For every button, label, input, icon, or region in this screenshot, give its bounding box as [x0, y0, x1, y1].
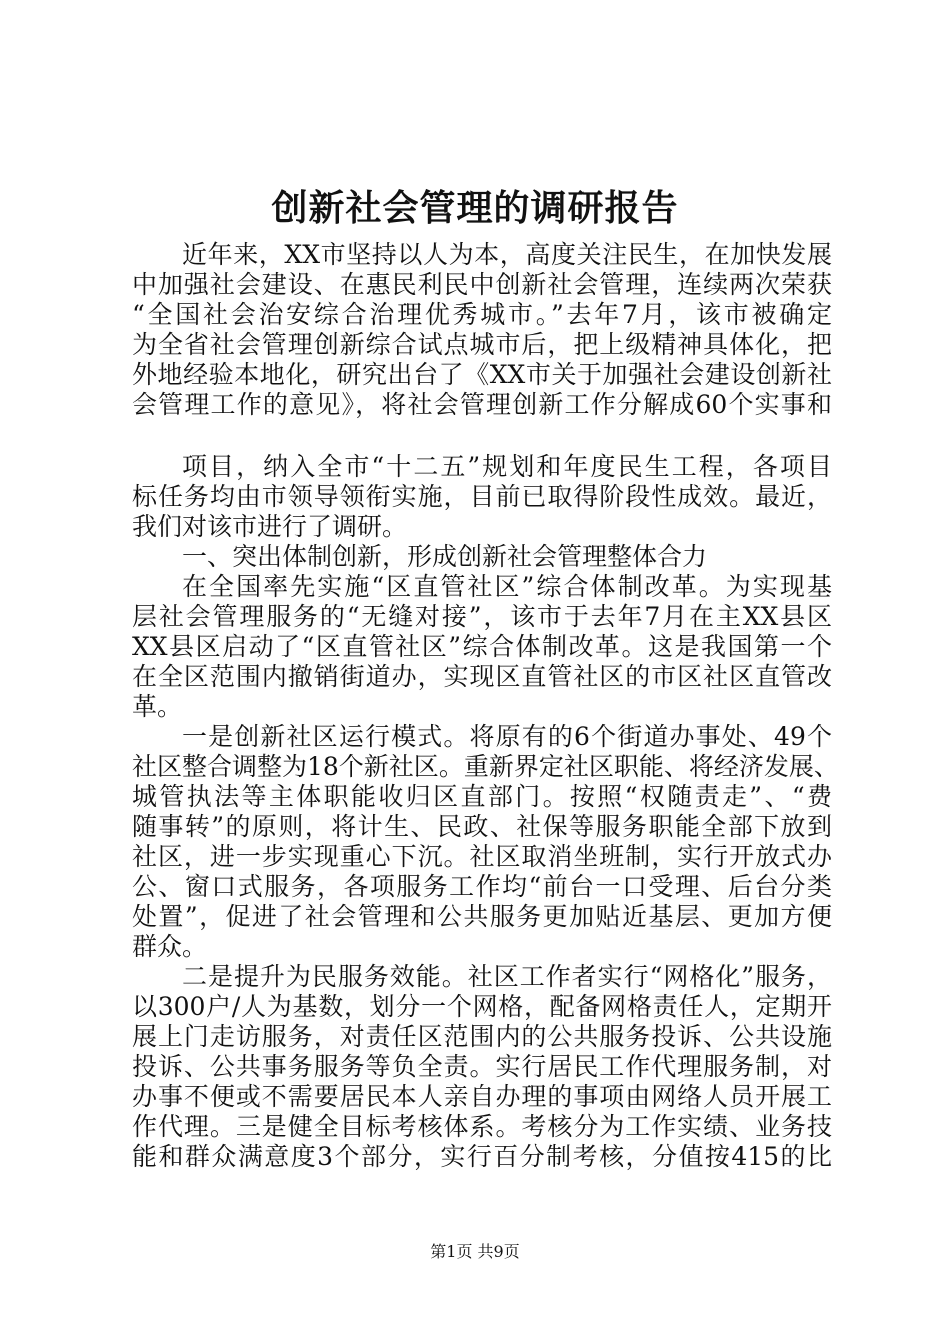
paragraph-line: XX县区启动了“区直管社区”综合体制改革。这是我国第一个	[132, 632, 832, 661]
paragraph-line: 革。	[132, 692, 183, 721]
page-number-footer: 第1页 共9页	[430, 1242, 520, 1261]
paragraph-line: 群众。	[132, 932, 208, 961]
paragraph-line: 城管执法等主体职能收归区直部门。按照“权随责走”、“费	[132, 782, 832, 811]
paragraph-line: 在全国率先实施“区直管社区”综合体制改革。为实现基	[182, 572, 832, 601]
paragraph-line: “全国社会治安综合治理优秀城市。”去年7月，该市被确定	[132, 300, 832, 329]
paragraph-line: 会管理工作的意见》，将社会管理创新工作分解成60个实事和	[132, 390, 832, 419]
paragraph-line: 处置”，促进了社会管理和公共服务更加贴近基层、更加方便	[132, 902, 832, 931]
section-heading: 一、突出体制创新，形成创新社会管理整体合力	[182, 542, 708, 571]
paragraph-line: 标任务均由市领导领衔实施，目前已取得阶段性成效。最近，	[132, 482, 832, 511]
paragraph-line: 办事不便或不需要居民本人亲自办理的事项由网络人员开展工	[132, 1082, 832, 1111]
document-title: 创新社会管理的调研报告	[271, 187, 679, 229]
paragraph-line: 以300户/人为基数，划分一个网格，配备网格责任人，定期开	[132, 992, 832, 1021]
paragraph-line: 作代理。三是健全目标考核体系。考核分为工作实绩、业务技	[132, 1112, 832, 1141]
paragraph-line: 层社会管理服务的“无缝对接”，该市于去年7月在主XX县区	[132, 602, 832, 631]
paragraph-line: 一是创新社区运行模式。将原有的6个街道办事处、49个	[182, 722, 832, 751]
paragraph-line: 公、窗口式服务，各项服务工作均“前台一口受理、后台分类	[132, 872, 832, 901]
paragraph-line: 随事转”的原则，将计生、民政、社保等服务职能全部下放到	[132, 812, 832, 841]
paragraph-line: 我们对该市进行了调研。	[132, 512, 408, 541]
paragraph-line: 社区，进一步实现重心下沉。社区取消坐班制，实行开放式办	[132, 842, 832, 871]
paragraph-line: 中加强社会建设、在惠民利民中创新社会管理，连续两次荣获	[132, 270, 832, 299]
paragraph-line: 外地经验本地化，研究出台了《XX市关于加强社会建设创新社	[132, 360, 832, 389]
paragraph-line: 项目，纳入全市“十二五”规划和年度民生工程，各项目	[182, 452, 832, 481]
paragraph-line: 展上门走访服务，对责任区范围内的公共服务投诉、公共设施	[132, 1022, 832, 1051]
paragraph-line: 投诉、公共事务服务等负全责。实行居民工作代理服务制，对	[132, 1052, 832, 1081]
paragraph-line: 近年来，XX市坚持以人为本，高度关注民生，在加快发展	[182, 240, 832, 269]
paragraph-line: 二是提升为民服务效能。社区工作者实行“网格化”服务，	[182, 962, 832, 991]
paragraph-line: 能和群众满意度3个部分，实行百分制考核，分值按415的比	[132, 1142, 832, 1171]
paragraph-line: 在全区范围内撤销街道办，实现区直管社区的市区社区直管改	[132, 662, 832, 691]
paragraph-line: 社区整合调整为18个新社区。重新界定社区职能、将经济发展、	[132, 752, 839, 781]
paragraph-line: 为全省社会管理创新综合试点城市后，把上级精神具体化，把	[132, 330, 832, 359]
